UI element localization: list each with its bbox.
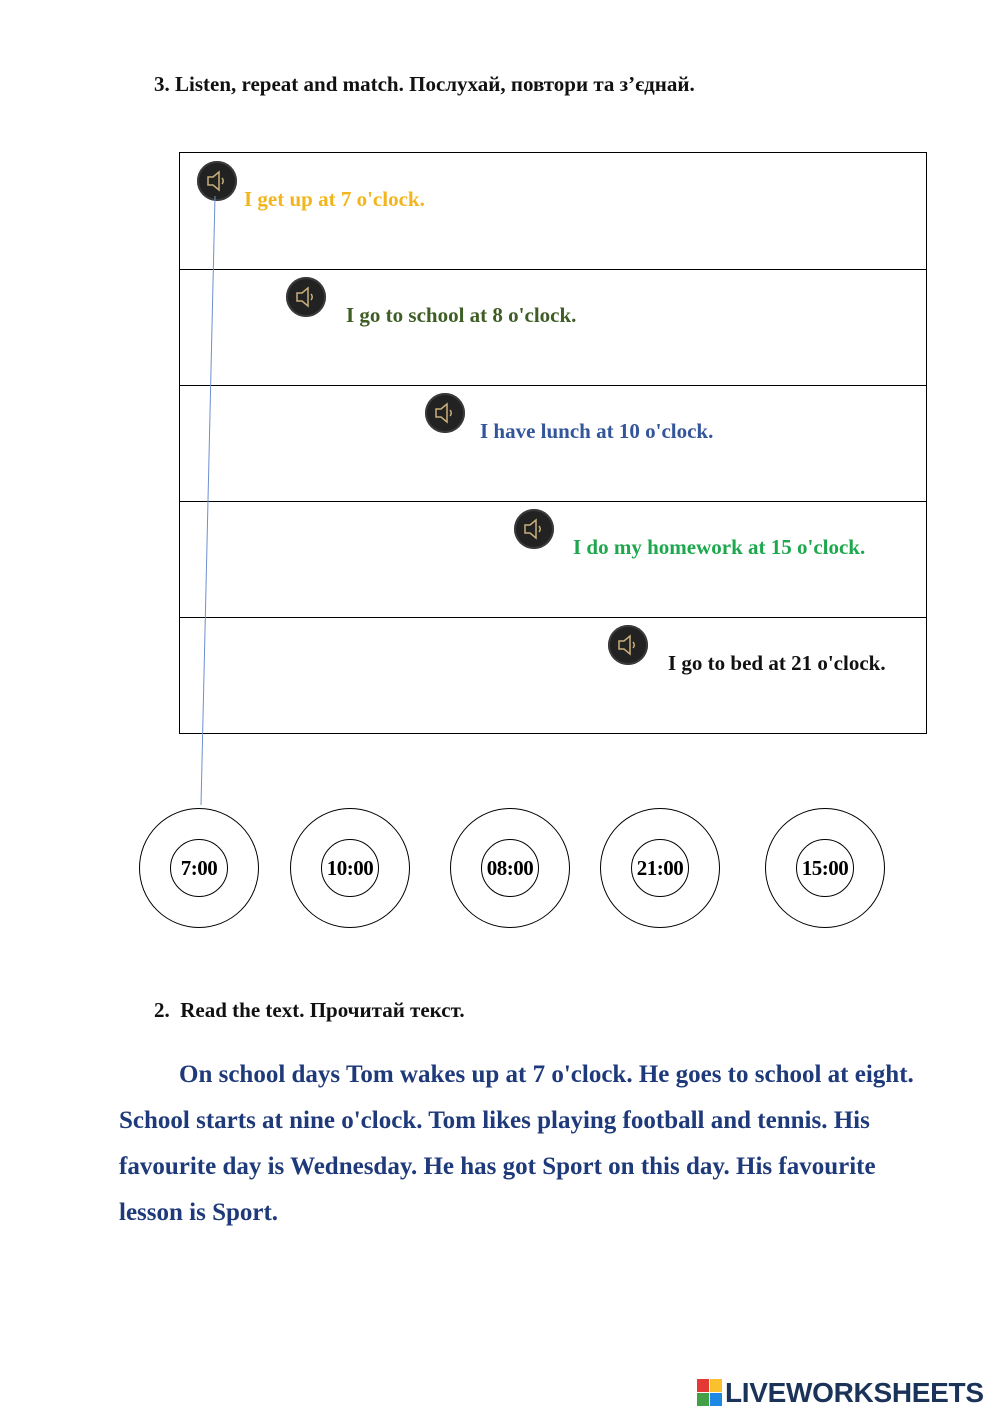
- sentence-5[interactable]: I go to bed at 21 o'clock.: [668, 651, 886, 675]
- sentence-1[interactable]: I get up at 7 o'clock.: [244, 187, 425, 211]
- time-target-3[interactable]: [450, 808, 570, 928]
- row-divider: [179, 501, 927, 502]
- speaker-button-1[interactable]: [195, 159, 239, 203]
- time-label: 7:00: [170, 839, 228, 897]
- liveworksheets-brand: [697, 1376, 984, 1410]
- time-label: 15:00: [796, 839, 854, 897]
- speaker-icon: [615, 632, 641, 658]
- speaker-icon: [521, 516, 547, 542]
- brand-name: LIVEWORKSHEETS: [725, 1377, 984, 1408]
- task3-title: 3. Listen, repeat and match. Послухай, повтори та з’єднай.: [154, 72, 695, 96]
- speaker-icon: [432, 400, 458, 426]
- time-label: 10:00: [321, 839, 379, 897]
- time-target-4[interactable]: [600, 808, 720, 928]
- row-divider: [179, 269, 927, 270]
- time-target-1[interactable]: [139, 808, 259, 928]
- speaker-icon: [204, 168, 230, 194]
- speaker-button-2[interactable]: [284, 275, 328, 319]
- speaker-button-5[interactable]: [606, 623, 650, 667]
- speaker-button-4[interactable]: [512, 507, 556, 551]
- reading-text: On school days Tom wakes up at 7 o'clock. He goes to school at eight. School starts at nine o'clock. Tom likes playing football and tennis. His favourite day is Wednesday. He has got Sport on this day. His favourite lesson is Sport.: [119, 1061, 914, 1226]
- sentence-4[interactable]: I do my homework at 15 o'clock.: [573, 535, 866, 559]
- liveworksheets-logo-icon: [697, 1379, 723, 1407]
- sentence-2[interactable]: I go to school at 8 o'clock.: [346, 303, 577, 327]
- time-target-2[interactable]: [290, 808, 410, 928]
- reading-text-block: [119, 1052, 919, 1236]
- time-label: 08:00: [481, 839, 539, 897]
- speaker-icon: [293, 284, 319, 310]
- task2-title: 2. Read the text. Прочитай текст.: [154, 998, 465, 1022]
- sentence-3[interactable]: I have lunch at 10 o'clock.: [480, 419, 714, 443]
- speaker-button-3[interactable]: [423, 391, 467, 435]
- row-divider: [179, 385, 927, 386]
- row-divider: [179, 617, 927, 618]
- time-label: 21:00: [631, 839, 689, 897]
- time-target-5[interactable]: [765, 808, 885, 928]
